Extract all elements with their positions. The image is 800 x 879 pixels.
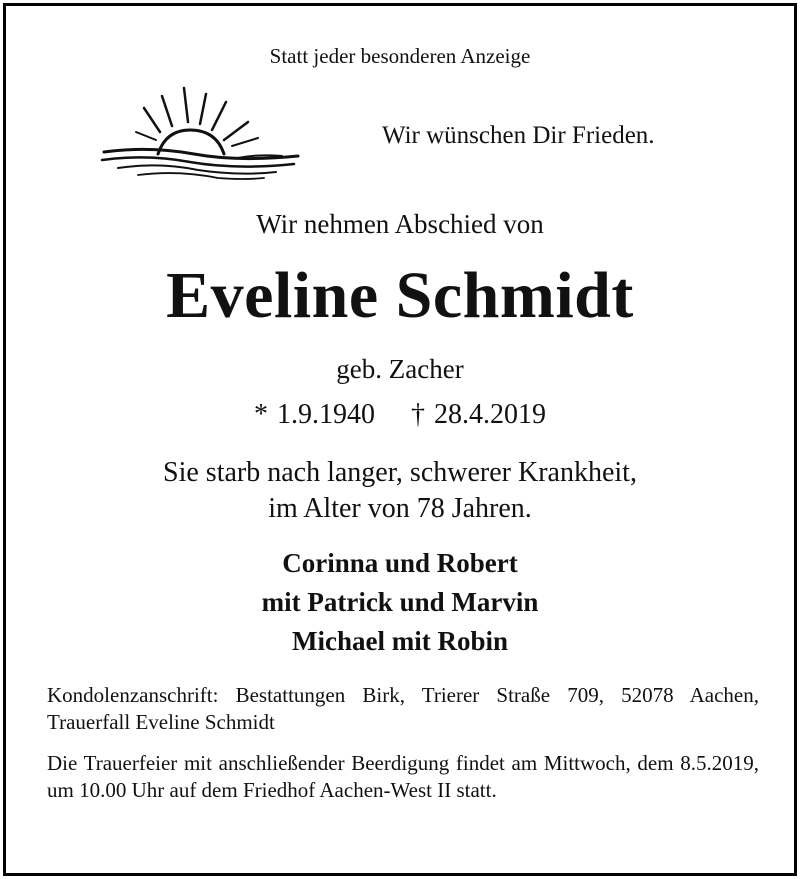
mourner-line: mit Patrick und Marvin — [261, 587, 539, 617]
motto: Wir wünschen Dir Frieden. — [382, 122, 655, 149]
funeral-notice — [47, 750, 759, 804]
notice-line: 52078 Aachen, Trauerfall Eveline Schmidt — [47, 683, 759, 734]
cause-line: Sie starb nach langer, schwerer Krankheit, — [163, 457, 637, 488]
maiden-name: geb. Zacher — [336, 354, 464, 384]
notice-line: Mittwoch, dem 8.5.2019, um 10.00 Uhr auf dem Friedhof — [47, 751, 759, 802]
intro-text: Wir nehmen Abschied von — [256, 209, 544, 239]
rising-sun-icon — [98, 80, 304, 184]
death-date: † 28.4.2019 — [411, 399, 546, 430]
mourners — [6, 544, 794, 661]
cause-line: im Alter von 78 Jahren. — [268, 493, 532, 524]
deceased-name: Eveline Schmidt — [166, 259, 634, 332]
cause-of-death — [6, 455, 794, 527]
notice-line: Aachen-West II statt. — [319, 778, 497, 802]
condolence-address — [47, 682, 759, 736]
notice-line: Die Trauerfeier mit anschließender Beerdigung findet am — [47, 751, 538, 775]
header-line: Statt jeder besonderen Anzeige — [269, 44, 531, 68]
mourner-line: Michael mit Robin — [292, 626, 508, 656]
obituary-frame — [3, 3, 797, 876]
mourner-line: Corinna und Robert — [282, 548, 518, 578]
birth-date: * 1.9.1940 — [254, 399, 375, 430]
notice-line: Kondolenzanschrift: Bestattungen Birk, Trierer Straße 709, — [47, 683, 604, 707]
life-dates — [6, 399, 794, 431]
